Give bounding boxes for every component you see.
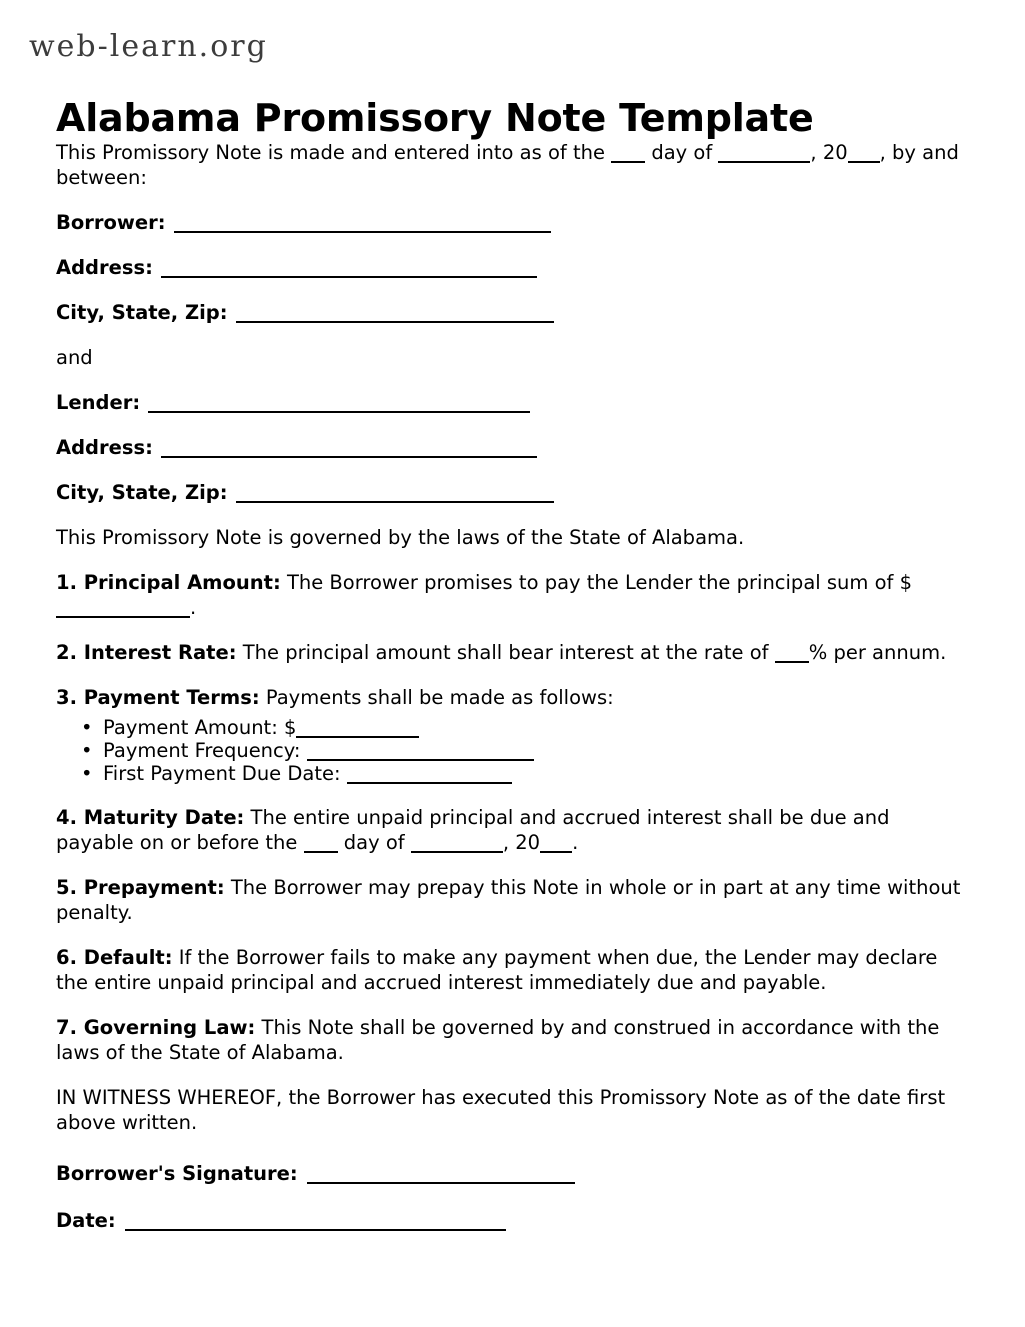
section-7-heading: 7. Governing Law:: [56, 1016, 256, 1039]
section-3-text: Payments shall be made as follows:: [259, 686, 614, 709]
lender-csz-label: City, State, Zip:: [56, 481, 228, 504]
borrower-signature-blank[interactable]: [307, 1182, 575, 1184]
section-4-text: The entire unpaid principal and accrued interest shall be due and payable on or before the: [56, 806, 890, 854]
intro-paragraph: [56, 140, 970, 190]
borrower-csz-label: City, State, Zip:: [56, 301, 228, 324]
lender-address-blank[interactable]: [161, 456, 537, 458]
document-body: [56, 140, 970, 1233]
section-6-text: If the Borrower fails to make any payment when due, the Lender may declare the entire unpaid principal and accrued interest immediately due and payable.: [56, 946, 938, 994]
section-3-heading: 3. Payment Terms:: [56, 686, 260, 709]
bullet-icon: •: [81, 762, 93, 785]
signature-date-label: Date:: [56, 1209, 116, 1232]
intro-day-blank[interactable]: [611, 161, 645, 163]
section-prepayment: [56, 875, 970, 925]
section-4-heading: 4. Maturity Date:: [56, 806, 245, 829]
section-default: [56, 945, 970, 995]
section-2-text-after: % per annum.: [808, 641, 947, 664]
lender-name-label: Lender:: [56, 391, 141, 414]
payment-frequency-blank[interactable]: [307, 759, 534, 761]
maturity-month-blank[interactable]: [411, 851, 503, 853]
section-principal-amount: [56, 570, 970, 620]
intro-month-blank[interactable]: [718, 161, 810, 163]
section-payment-terms: [56, 685, 970, 710]
lender-address-label: Address:: [56, 436, 153, 459]
intro-text-part1: This Promissory Note is made and entered into as of the: [56, 141, 612, 164]
payment-amount-blank[interactable]: [296, 736, 419, 738]
intro-text-part2: day of: [645, 141, 719, 164]
lender-name-row: [56, 390, 970, 415]
intro-text-part4: , by and between:: [56, 141, 959, 189]
section-5-text: The Borrower may prepay this Note in whole or in part at any time without penalty.: [56, 876, 961, 924]
section-2-heading: 2. Interest Rate:: [56, 641, 237, 664]
governing-statement: This Promissory Note is governed by the laws of the State of Alabama.: [56, 526, 745, 549]
borrower-address-label: Address:: [56, 256, 153, 279]
list-item: [81, 762, 970, 785]
maturity-day-blank[interactable]: [304, 851, 338, 853]
section-governing-law: [56, 1015, 970, 1065]
page-title: Alabama Promissory Note Template: [56, 96, 814, 141]
principal-amount-blank[interactable]: [56, 616, 190, 618]
borrower-signature-row: [56, 1161, 970, 1186]
payment-terms-list: [56, 716, 970, 785]
section-7-text: This Note shall be governed by and construed in accordance with the laws of the State of Alabama.: [56, 1016, 940, 1064]
first-payment-due-blank[interactable]: [347, 782, 512, 784]
borrower-name-label: Borrower:: [56, 211, 166, 234]
site-watermark: web-learn.org: [29, 29, 268, 64]
borrower-address-blank[interactable]: [161, 276, 537, 278]
lender-address-row: [56, 435, 970, 460]
interest-rate-blank[interactable]: [775, 661, 809, 663]
intro-year-blank[interactable]: [848, 161, 880, 163]
section-1-text-after: .: [190, 596, 197, 619]
borrower-name-row: [56, 210, 970, 235]
section-1-text: The Borrower promises to pay the Lender the principal sum of $: [280, 571, 912, 594]
bullet-icon: •: [81, 716, 93, 739]
lender-csz-row: [56, 480, 970, 505]
section-2-text: The principal amount shall bear interest at the rate of: [236, 641, 775, 664]
witness-clause: IN WITNESS WHEREOF, the Borrower has executed this Promissory Note as of the date first above written.: [56, 1086, 946, 1134]
payment-amount-label: Payment Amount: $: [103, 716, 297, 739]
list-item: [81, 739, 970, 762]
borrower-address-row: [56, 255, 970, 280]
maturity-year-blank[interactable]: [540, 851, 572, 853]
borrower-csz-row: [56, 300, 970, 325]
signature-date-blank[interactable]: [125, 1229, 506, 1231]
section-1-heading: 1. Principal Amount:: [56, 571, 281, 594]
lender-name-blank[interactable]: [148, 411, 530, 413]
borrower-signature-label: Borrower's Signature:: [56, 1162, 298, 1185]
section-maturity-date: [56, 805, 970, 855]
borrower-csz-blank[interactable]: [236, 321, 554, 323]
first-payment-due-label: First Payment Due Date:: [103, 762, 347, 785]
section-interest-rate: [56, 640, 970, 665]
payment-frequency-label: Payment Frequency:: [103, 739, 307, 762]
bullet-icon: •: [81, 739, 93, 762]
section-5-heading: 5. Prepayment:: [56, 876, 225, 899]
section-4-text-mid: day of: [337, 831, 411, 854]
parties-conjunction: and: [56, 346, 93, 369]
signature-date-row: [56, 1208, 970, 1233]
borrower-name-blank[interactable]: [174, 231, 551, 233]
intro-text-part3: , 20: [810, 141, 848, 164]
section-6-heading: 6. Default:: [56, 946, 173, 969]
section-4-text-year: , 20: [502, 831, 541, 854]
list-item: [81, 716, 970, 739]
section-4-text-after: .: [572, 831, 579, 854]
lender-csz-blank[interactable]: [236, 501, 554, 503]
